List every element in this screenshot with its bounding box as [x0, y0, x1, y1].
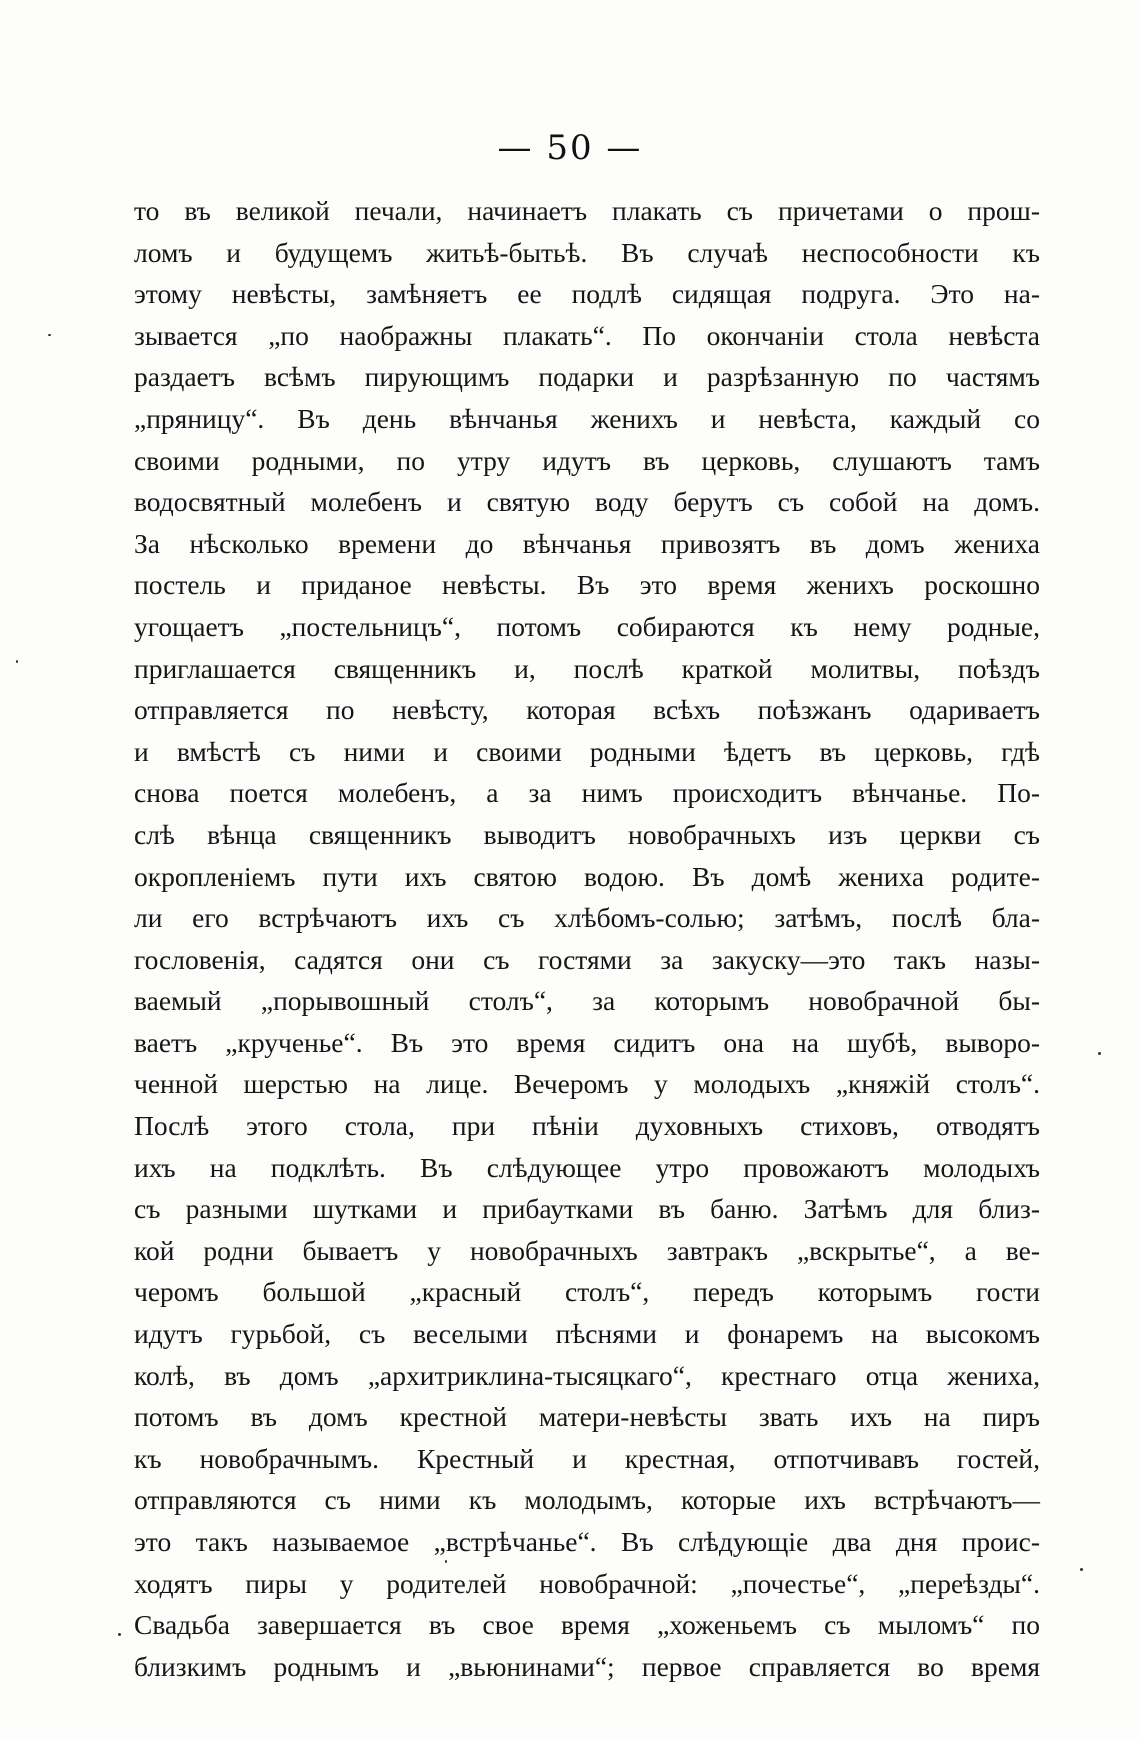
scan-speck — [118, 1633, 121, 1636]
text-line: угощаетъ „постельницъ“, потомъ собираются къ нему родные, — [134, 610, 1040, 642]
scan-speck — [48, 334, 51, 336]
text-line: „пряницу“. Въ день вѣнчанья женихъ и невѣста, каждый со — [134, 402, 1040, 434]
page-number: — 50 — — [497, 128, 643, 168]
text-line: черомъ большой „красный столъ“, передъ которымъ гости — [134, 1276, 1040, 1308]
text-line: ломъ и будущемъ житьѣ-бытьѣ. Въ случаѣ неспособности къ — [134, 236, 1040, 268]
text-line: ихъ на подклѣть. Въ слѣдующее утро провожаютъ молодыхъ — [134, 1151, 1040, 1183]
text-line: раздаетъ всѣмъ пирующимъ подарки и разрѣзанную по частямъ — [134, 361, 1040, 393]
text-line: Послѣ этого стола, при пѣніи духовныхъ стиховъ, отводятъ — [134, 1110, 1040, 1142]
text-line: ваемый „порывошный столъ“, за которымъ новобрачной бы- — [134, 985, 1040, 1017]
text-line: идутъ гурьбой, съ веселыми пѣснями и фонаремъ на высокомъ — [134, 1318, 1040, 1350]
text-line: потомъ въ домъ крестной матери-невѣсты звать ихъ на пиръ — [134, 1401, 1040, 1433]
text-line: приглашается священникъ и, послѣ краткой молитвы, поѣздъ — [134, 652, 1040, 684]
text-line: слѣ вѣнца священникъ выводитъ новобрачныхъ изъ церкви съ — [134, 818, 1040, 850]
text-line: близкимъ роднымъ и „вьюнинами“; первое справляется во время — [134, 1650, 1040, 1682]
text-line: и вмѣстѣ съ ними и своими родными ѣдетъ въ церковь, гдѣ — [134, 735, 1040, 767]
text-line: водосвятный молебенъ и святую воду берутъ съ собой на домъ. — [134, 486, 1040, 518]
text-line: отправляется по невѣсту, которая всѣхъ поѣзжанъ одариваетъ — [134, 694, 1040, 726]
text-line: кой родни бываетъ у новобрачныхъ завтракъ „вскрытье“, а ве- — [134, 1234, 1040, 1266]
text-line: ченной шерстью на лице. Вечеромъ у молодыхъ „княжій столъ“. — [134, 1068, 1040, 1100]
text-line: За нѣсколько времени до вѣнчанья привозятъ въ домъ жениха — [134, 527, 1040, 559]
text-line: то въ великой печали, начинаетъ плакать съ причетами о прош- — [134, 195, 1040, 226]
scan-speck — [445, 1560, 447, 1563]
text-line: зывается „по наображны плакать“. По окончаніи стола невѣста — [134, 319, 1040, 351]
text-line: ходятъ пиры у родителей новобрачной: „почестье“, „переѣзды“. — [134, 1567, 1040, 1599]
text-line: гословенія, садятся они съ гостями за закуску—это такъ назы- — [134, 943, 1040, 975]
text-line: колѣ, въ домъ „архитриклина-тысяцкаго“, крестнаго отца жениха, — [134, 1359, 1040, 1391]
scan-speck — [1080, 1568, 1083, 1571]
text-line: Свадьба завершается въ свое время „хоженьемъ съ мыломъ“ по — [134, 1609, 1040, 1641]
text-line: снова поется молебенъ, а за нимъ происходитъ вѣнчанье. По- — [134, 777, 1040, 809]
text-line: своими родными, по утру идутъ въ церковь, слушаютъ тамъ — [134, 444, 1040, 476]
text-line: это такъ называемое „встрѣчанье“. Въ слѣдующіе два дня проис- — [134, 1526, 1040, 1557]
text-line: этому невѣсты, замѣняетъ ее подлѣ сидящая подруга. Это на- — [134, 278, 1040, 310]
body-text — [134, 190, 1040, 1687]
text-line: отправляются съ ними къ молодымъ, которые ихъ встрѣчаютъ— — [134, 1484, 1040, 1516]
text-line: ли его встрѣчаютъ ихъ съ хлѣбомъ-солью; затѣмъ, послѣ бла- — [134, 902, 1040, 934]
text-line: постель и приданое невѣсты. Въ это время женихъ роскошно — [134, 569, 1040, 601]
text-line: съ разными шутками и прибаутками въ баню. Затѣмъ для близ- — [134, 1193, 1040, 1225]
scan-speck — [1098, 1052, 1101, 1055]
text-line: къ новобрачнымъ. Крестный и крестная, отпотчивавъ гостей, — [134, 1442, 1040, 1474]
text-line: окропленіемъ пути ихъ святою водою. Въ домѣ жениха родите- — [134, 860, 1040, 892]
scan-speck — [16, 660, 18, 663]
text-line: ваетъ „крученье“. Въ это время сидитъ она на шубѣ, выворо- — [134, 1026, 1040, 1058]
